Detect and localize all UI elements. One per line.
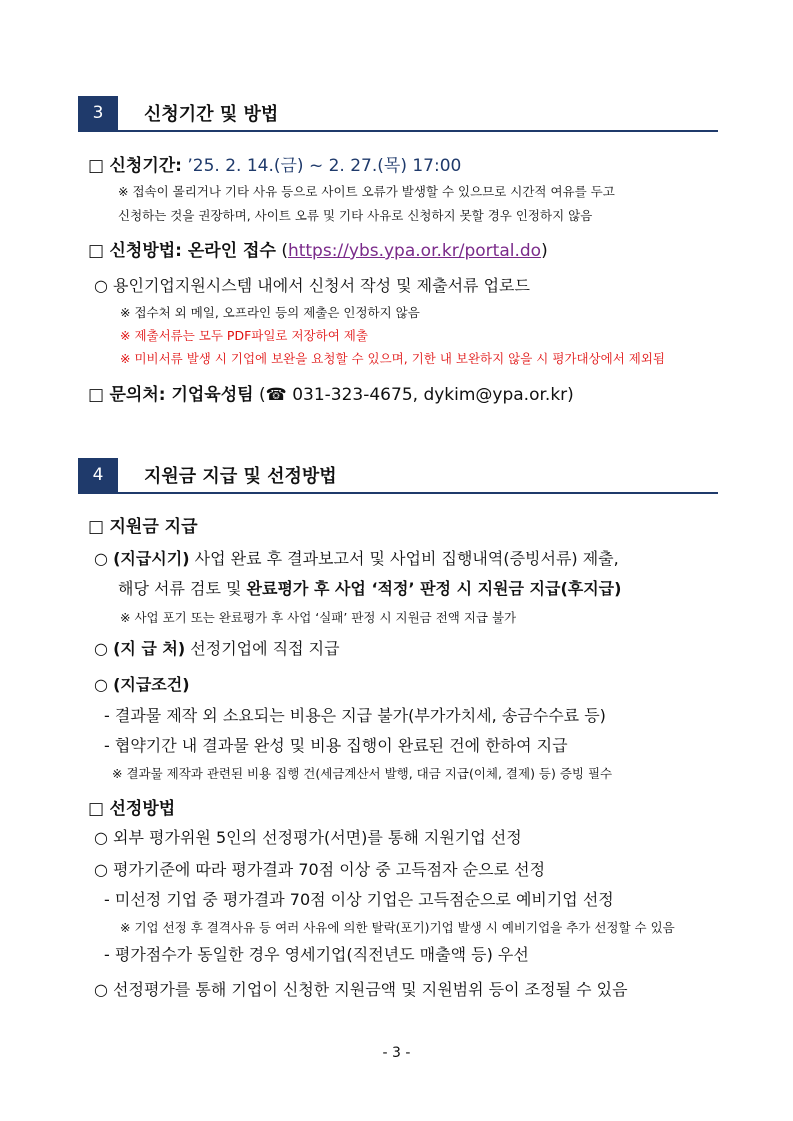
section-header-4 (78, 458, 718, 494)
selection-note: ※ 기업 선정 후 결격사유 등 여러 사유에 의한 탈락(포기)기업 발생 시 예비기업을 추가 선정할 수 있음 (120, 920, 675, 935)
payment-time-plain: 해당 서류 검토 및 (118, 579, 242, 598)
contact-value: 031-323-4675, dykim@ypa.or.kr) (292, 385, 574, 405)
portal-link[interactable]: https://ybs.ypa.or.kr/portal.do (287, 241, 542, 261)
payment-label: 지원금 지급 (109, 517, 198, 537)
method-note-1: ※ 접수처 외 메일, 오프라인 등의 제출은 인정하지 않음 (120, 305, 420, 320)
payment-heading (88, 512, 198, 537)
payment-time (94, 546, 619, 569)
payment-conditions (94, 672, 190, 695)
selection-label: 선정방법 (109, 799, 176, 819)
checkbox-square-icon: □ (88, 799, 105, 819)
selection-sub-1: - 미선정 기업 중 평가결과 70점 이상 기업은 고득점순으로 예비기업 선정 (104, 890, 614, 909)
selection-sub-2: - 평가점수가 동일한 경우 영세기업(직전년도 매출액 등) 우선 (104, 945, 529, 964)
method-item: ○ 용인기업지원시스템 내에서 신청서 작성 및 제출서류 업로드 (94, 276, 530, 295)
section-title: 지원금 지급 및 선정방법 (144, 466, 337, 487)
payment-time-note: ※ 사업 포기 또는 완료평가 후 사업 ‘실패’ 판정 시 지원금 전액 지급 불가 (120, 610, 517, 625)
payment-time-text: 사업 완료 후 결과보고서 및 사업비 집행내역(증빙서류) 제출, (194, 549, 619, 568)
checkbox-square-icon: □ (88, 241, 105, 261)
method-label: 신청방법: 온라인 접수 (109, 241, 276, 261)
payment-time-line2 (118, 576, 621, 599)
checkbox-square-icon: □ (88, 156, 105, 176)
checkbox-square-icon: □ (88, 517, 105, 537)
selection-heading (88, 794, 175, 819)
circle-bullet-icon: ○ (94, 675, 108, 694)
period-value: ’25. 2. 14.(금) ~ 2. 27.(목) 17:00 (187, 156, 462, 176)
condition-item-1: - 결과물 제작 외 소요되는 비용은 지급 불가(부가가치세, 송금수수료 등) (104, 706, 606, 725)
circle-bullet-icon: ○ (94, 549, 108, 568)
section-number: 3 (78, 96, 118, 130)
section-number: 4 (78, 458, 118, 492)
page-number: - 3 - (382, 1045, 411, 1061)
contact-heading: □ 문의처: 기업육성팀 (☎ 031-323-4675, dykim@ypa.or.kr) (88, 385, 574, 405)
method-heading (88, 236, 548, 261)
period-label: 신청기간: (109, 156, 182, 176)
condition-item-2: - 협약기간 내 결과물 완성 및 비용 집행이 완료된 건에 한하여 지급 (104, 736, 568, 755)
payment-recipient (94, 636, 340, 659)
contact-label: 문의처: 기업육성팀 (109, 385, 254, 405)
phone-icon: ☎ (265, 385, 287, 405)
period-note-1: ※ 접속이 몰리거나 기타 사유 등으로 사이트 오류가 발생할 수 있으므로 시간적 여유를 두고 (118, 184, 615, 199)
payment-time-bold: 완료평가 후 사업 ‘적정’ 판정 시 지원금 지급(후지급) (246, 579, 622, 598)
section-header-3 (78, 96, 718, 132)
circle-bullet-icon: ○ (94, 639, 108, 658)
payment-recipient-text: 선정기업에 직접 지급 (190, 639, 340, 658)
checkbox-square-icon: □ (88, 385, 105, 405)
method-note-3: ※ 미비서류 발생 시 기업에 보완을 요청할 수 있으며, 기한 내 보완하지 않을 시 평가대상에서 제외됨 (120, 351, 665, 366)
selection-item-2: ○ 평가기준에 따라 평가결과 70점 이상 중 고득점자 순으로 선정 (94, 860, 546, 879)
condition-note: ※ 결과물 제작과 관련된 비용 집행 건(세금계산서 발행, 대금 지급(이체, 결제) 등) 증빙 필수 (112, 766, 613, 781)
payment-recipient-label: (지 급 처) (113, 639, 186, 658)
selection-item-1: ○ 외부 평가위원 5인의 선정평가(서면)를 통해 지원기업 선정 (94, 828, 522, 847)
method-note-2: ※ 제출서류는 모두 PDF파일로 저장하여 제출 (120, 328, 368, 343)
selection-item-3: ○ 선정평가를 통해 기업이 신청한 지원금액 및 지원범위 등이 조정될 수 있음 (94, 980, 628, 999)
section-title: 신청기간 및 방법 (144, 104, 279, 125)
period-heading (88, 151, 461, 176)
period-note-2: 신청하는 것을 권장하며, 사이트 오류 및 기타 사유로 신청하지 못할 경우 인정하지 않음 (118, 208, 593, 223)
payment-time-label: (지급시기) (113, 549, 190, 568)
paren-close: ) (541, 241, 548, 261)
payment-conditions-label: (지급조건) (113, 675, 190, 694)
paren-open: ( (281, 241, 288, 261)
